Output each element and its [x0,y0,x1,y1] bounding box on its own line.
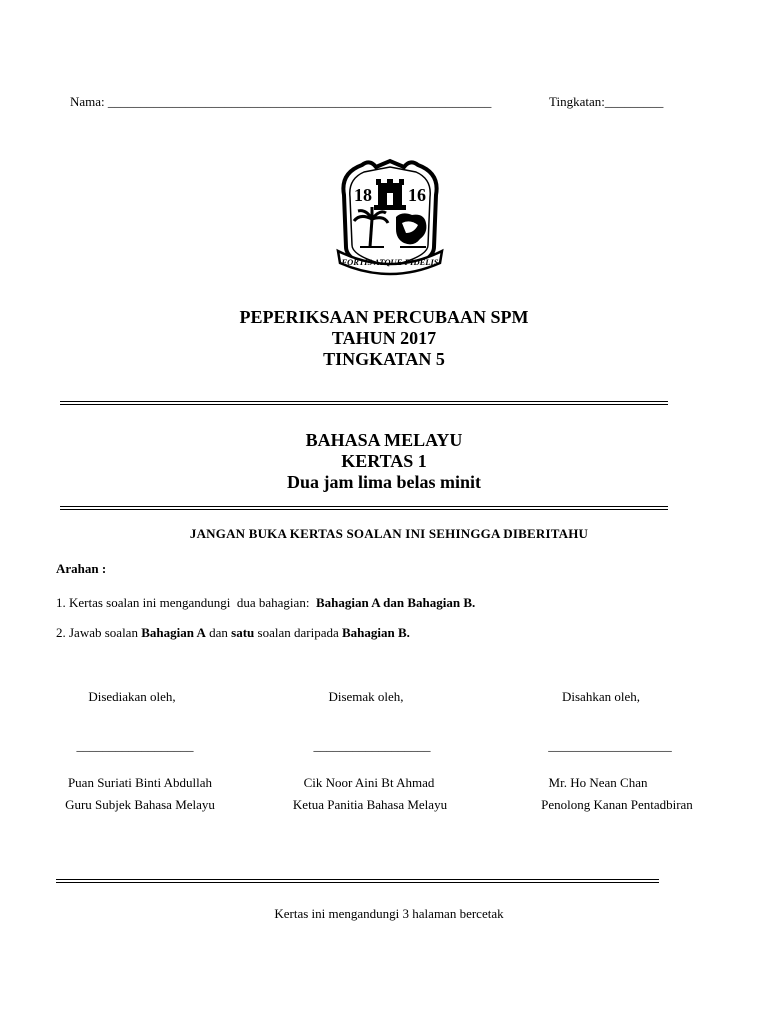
prepared-by-signature-line: __________________ [76,738,194,753]
instructions-heading: Arahan : [56,561,107,576]
exam-title: PEPERIKSAAN PERCUBAAN SPM [239,307,529,327]
exam-duration: Dua jam lima belas minit [286,472,481,492]
crest-year-right: 16 [408,185,426,205]
instruction-text: 1. Kertas soalan ini mengandungi dua bahagian: [56,595,316,610]
instruction-emphasis: Bahagian A dan Bahagian B. [315,595,476,610]
prepared-by-label: Disediakan oleh, [88,689,176,704]
checked-by-signature-line: __________________ [313,738,431,753]
approved-by-role: Penolong Kanan Pentadbiran [541,797,693,812]
exam-title-block [0,307,768,370]
name-field: Nama: ___________________________________________________________ [70,94,492,109]
subject-title: BAHASA MELAYU [305,430,463,450]
subject-block [0,430,768,493]
crest-year-left: 18 [354,185,372,205]
instruction-emphasis: Bahagian B. [342,625,410,640]
warning-notice: JANGAN BUKA KERTAS SOALAN INI SEHINGGA DIBERITAHU [189,526,589,541]
page-count-note: Kertas ini mengandungi 3 halaman bercetak [274,906,504,921]
class-field: Tingkatan:_________ [549,94,664,109]
approved-by-signature-line: ___________________ [548,738,672,753]
instruction-text: dan [205,625,232,640]
checked-by-role: Ketua Panitia Bahasa Melayu [292,797,448,812]
instruction-emphasis: satu [231,625,255,640]
paper-number: KERTAS 1 [341,451,427,471]
instruction-item-1 [56,595,475,611]
school-crest-logo [330,155,450,280]
divider [60,401,668,406]
divider [60,506,668,511]
prepared-by-role: Guru Subjek Bahasa Melayu [65,797,215,812]
prepared-by-name: Puan Suriati Binti Abdullah [67,775,213,790]
instruction-item-2 [56,625,410,641]
exam-form: TINGKATAN 5 [323,349,445,369]
checked-by-label: Disemak oleh, [328,689,404,704]
instruction-emphasis: Bahagian A [141,625,206,640]
divider [56,879,659,884]
approved-by-name: Mr. Ho Nean Chan [548,775,648,790]
checked-by-name: Cik Noor Aini Bt Ahmad [303,775,435,790]
instruction-text: soalan daripada [254,625,342,640]
approved-by-label: Disahkan oleh, [562,689,640,704]
instruction-text: 2. Jawab soalan [56,625,142,640]
crest-motto: FORTIS ATQUE FIDELIS [341,257,439,267]
exam-year: TAHUN 2017 [331,328,437,348]
